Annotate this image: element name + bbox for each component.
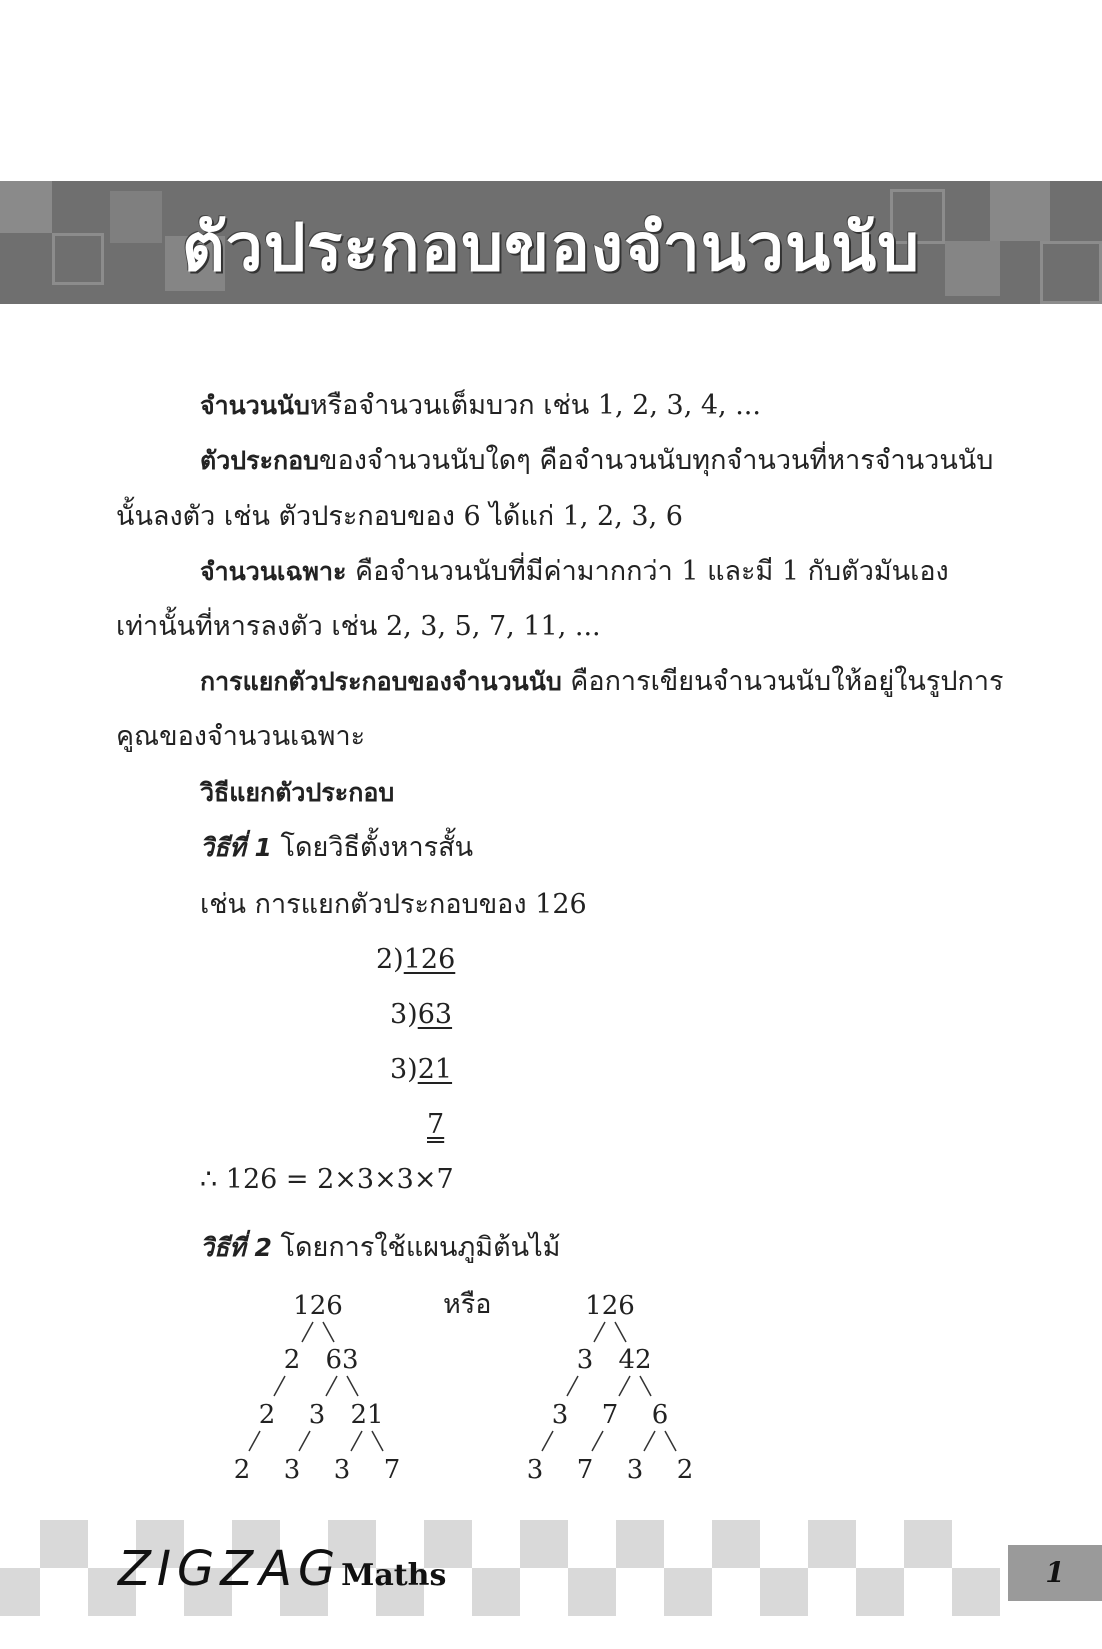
dividend: 21	[417, 1054, 453, 1085]
tree-node: 126	[293, 1291, 343, 1321]
paragraph-text: ของจำนวนนับใดๆ คือจำนวนนับทุกจำนวนที่หารจำนวนนับ	[319, 445, 994, 476]
factor-tree-2	[527, 1291, 694, 1485]
tree-node: 3	[308, 1400, 326, 1430]
tree-node: 3	[551, 1400, 569, 1430]
tree-node: 3	[283, 1455, 301, 1485]
quotient: 7	[427, 1109, 445, 1140]
factorization-result: ∴ 126 = 2×3×3×7	[200, 1164, 454, 1195]
method-2-text: โดยการใช้แผนภูมิต้นไม้	[271, 1232, 561, 1263]
tree-node: 2	[258, 1400, 276, 1430]
tree-node: 21	[350, 1400, 384, 1430]
paragraph-prime-continued: เท่านั้นที่หารลงตัว เช่น 2, 3, 5, 7, 11, ...	[116, 611, 601, 642]
tree-node: 7	[601, 1400, 619, 1430]
term-factor: ตัวประกอบ	[200, 446, 320, 475]
zigzag-maths-logo	[118, 1541, 446, 1597]
page-number: 1	[1008, 1545, 1102, 1601]
example-text: เช่น การแยกตัวประกอบของ 126	[200, 889, 587, 920]
method-heading-text: วิธีแยกตัวประกอบ	[200, 778, 395, 807]
tree-node: 126	[585, 1291, 635, 1321]
method-1-text: โดยวิธีตั้งหารสั้น	[271, 832, 474, 863]
logo-text: ZIGZAG	[118, 1541, 342, 1597]
tree-node: 3	[576, 1345, 594, 1375]
tree-node: 3	[526, 1455, 544, 1485]
method-2-label: วิธีที่ 2	[200, 1233, 272, 1262]
tree-node: 63	[325, 1345, 359, 1375]
paragraph-text: คือการเขียนจำนวนนับให้อยู่ในรูปการ	[561, 666, 1004, 697]
tree-node: 2	[283, 1345, 301, 1375]
divisor: 3)	[390, 1054, 418, 1085]
tree-node: 2	[676, 1455, 694, 1485]
tree-node: 7	[576, 1455, 594, 1485]
tree-branches	[249, 1322, 383, 1451]
divisor: 2)	[376, 944, 404, 975]
logo-suffix: Maths	[341, 1558, 447, 1593]
term-factorization: การแยกตัวประกอบของจำนวนนับ	[200, 667, 562, 696]
tree-node: 42	[618, 1345, 652, 1375]
divisor: 3)	[390, 999, 418, 1030]
tree-node: 6	[651, 1400, 669, 1430]
tree-node: 7	[383, 1455, 401, 1485]
dividend: 63	[417, 999, 453, 1030]
factor-tree-1	[234, 1291, 401, 1485]
paragraph-text: หรือจำนวนเต็มบวก เช่น 1, 2, 3, 4, ...	[309, 390, 761, 421]
paragraph-text: คือจำนวนนับที่มีค่ามากกว่า 1 และมี 1 กับตัวมันเอง	[346, 556, 949, 587]
tree-node: 3	[626, 1455, 644, 1485]
method-1-label: วิธีที่ 1	[200, 833, 272, 862]
dividend: 126	[403, 944, 456, 975]
term-prime: จำนวนเฉพาะ	[200, 557, 347, 586]
paragraph-factor-continued: นั้นลงตัว เช่น ตัวประกอบของ 6 ได้แก่ 1, 2, 3, 6	[116, 501, 683, 532]
or-label: หรือ	[443, 1289, 492, 1320]
tree-node: 2	[233, 1455, 251, 1485]
tree-branches	[542, 1322, 676, 1451]
tree-node: 3	[333, 1455, 351, 1485]
page-title: ตัวประกอบของจำนวนนับ	[181, 209, 921, 286]
term-counting-numbers: จำนวนนับ	[200, 391, 310, 420]
paragraph-factorization-continued: คูณของจำนวนเฉพาะ	[116, 721, 366, 752]
